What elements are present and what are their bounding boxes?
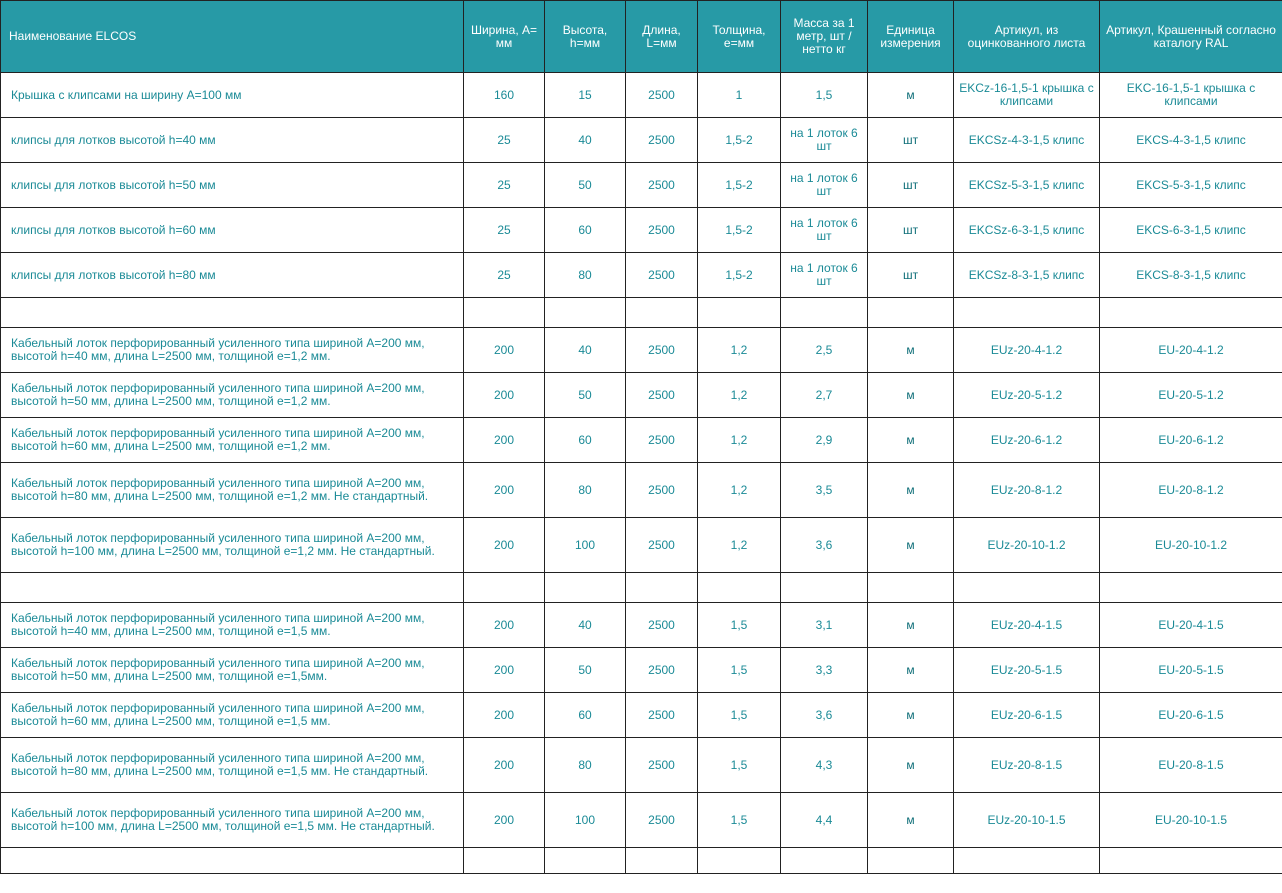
cell-article-painted: EU-20-6-1.2 (1100, 418, 1282, 463)
cell-mass (781, 573, 868, 603)
cell-article-painted: EU-20-8-1.2 (1100, 463, 1282, 518)
cell-height: 40 (545, 118, 626, 163)
cell-mass: 1,5 (781, 73, 868, 118)
cell-mass: 3,3 (781, 648, 868, 693)
table-header-row (1, 1, 1282, 73)
cell-article-galvanized: EKCz-16-1,5-1 крышка с клипсами (954, 73, 1100, 118)
cell-length: 2500 (626, 163, 698, 208)
cell-mass: 3,6 (781, 693, 868, 738)
cell-article-galvanized: EKCSz-6-3-1,5 клипс (954, 208, 1100, 253)
cell-mass: 3,6 (781, 518, 868, 573)
cell-article-galvanized: EUz-20-8-1.5 (954, 738, 1100, 793)
cell-article-painted: EU-20-10-1.2 (1100, 518, 1282, 573)
cell-width: 200 (464, 463, 545, 518)
cell-width: 200 (464, 373, 545, 418)
cell-length: 2500 (626, 418, 698, 463)
cell-name: Кабельный лоток перфорированный усиленного типа шириной А=200 мм, высотой h=80 мм, длина L=2500 мм, толщиной е=1,5 мм. Не стандартный. (1, 738, 464, 793)
header-length: Длина, L=мм (626, 1, 698, 73)
cell-unit: м (868, 693, 954, 738)
cell-article-galvanized: EUz-20-8-1.2 (954, 463, 1100, 518)
cell-article-galvanized: EKCSz-5-3-1,5 клипс (954, 163, 1100, 208)
cell-article-galvanized (954, 848, 1100, 874)
cell-length: 2500 (626, 603, 698, 648)
table-row (1, 793, 1282, 848)
cell-article-painted (1100, 298, 1282, 328)
cell-width: 200 (464, 328, 545, 373)
table-row (1, 118, 1282, 163)
table-row (1, 518, 1282, 573)
cell-thickness: 1,2 (698, 518, 781, 573)
cell-name: Кабельный лоток перфорированный усиленного типа шириной А=200 мм, высотой h=60 мм, длина L=2500 мм, толщиной е=1,2 мм. (1, 418, 464, 463)
cell-mass: 4,3 (781, 738, 868, 793)
table-row (1, 738, 1282, 793)
cell-length (626, 298, 698, 328)
table-row (1, 463, 1282, 518)
cell-height: 40 (545, 328, 626, 373)
cell-article-painted: EKC-16-1,5-1 крышка с клипсами (1100, 73, 1282, 118)
cell-thickness: 1,5 (698, 693, 781, 738)
cell-length: 2500 (626, 648, 698, 693)
cell-thickness: 1,5-2 (698, 253, 781, 298)
cell-height (545, 848, 626, 874)
cell-width: 200 (464, 738, 545, 793)
cell-article-galvanized: EUz-20-10-1.5 (954, 793, 1100, 848)
cell-unit: м (868, 793, 954, 848)
cell-name: клипсы для лотков высотой h=80 мм (1, 253, 464, 298)
cell-name (1, 848, 464, 874)
cell-width: 200 (464, 603, 545, 648)
header-mass: Масса за 1 метр, шт / нетто кг (781, 1, 868, 73)
cell-article-galvanized: EUz-20-6-1.5 (954, 693, 1100, 738)
cell-article-painted (1100, 573, 1282, 603)
cell-thickness: 1,5-2 (698, 163, 781, 208)
cell-width: 25 (464, 208, 545, 253)
cell-unit: м (868, 463, 954, 518)
cell-width: 200 (464, 418, 545, 463)
cell-unit: шт (868, 253, 954, 298)
cell-unit (868, 298, 954, 328)
cell-unit: м (868, 738, 954, 793)
table-row (1, 253, 1282, 298)
cell-mass: на 1 лоток 6 шт (781, 118, 868, 163)
cell-name: Кабельный лоток перфорированный усиленного типа шириной А=200 мм, высотой h=100 мм, длина L=2500 мм, толщиной е=1,5 мм. Не стандартный. (1, 793, 464, 848)
cell-thickness: 1,5 (698, 648, 781, 693)
cell-height: 50 (545, 648, 626, 693)
header-article-galvanized: Артикул, из оцинкованного листа (954, 1, 1100, 73)
cell-mass (781, 298, 868, 328)
cell-length: 2500 (626, 463, 698, 518)
cell-thickness: 1,5-2 (698, 208, 781, 253)
cell-mass (781, 848, 868, 874)
cell-width: 200 (464, 693, 545, 738)
cell-height: 80 (545, 463, 626, 518)
header-height: Высота, h=мм (545, 1, 626, 73)
cell-length: 2500 (626, 518, 698, 573)
cell-name (1, 573, 464, 603)
cell-unit: м (868, 418, 954, 463)
cell-height: 100 (545, 518, 626, 573)
cell-article-galvanized: EUz-20-4-1.5 (954, 603, 1100, 648)
table-row (1, 373, 1282, 418)
cell-thickness: 1,2 (698, 418, 781, 463)
table-row (1, 298, 1282, 328)
cell-height: 80 (545, 738, 626, 793)
cell-name: Кабельный лоток перфорированный усиленного типа шириной А=200 мм, высотой h=50 мм, длина L=2500 мм, толщиной е=1,5мм. (1, 648, 464, 693)
table-row (1, 328, 1282, 373)
cell-width: 25 (464, 118, 545, 163)
cell-article-painted: EKCS-5-3-1,5 клипс (1100, 163, 1282, 208)
cell-thickness (698, 298, 781, 328)
cell-unit: шт (868, 208, 954, 253)
cell-article-galvanized: EUz-20-10-1.2 (954, 518, 1100, 573)
cell-thickness: 1,5-2 (698, 118, 781, 163)
table-row (1, 418, 1282, 463)
cell-article-painted: EU-20-5-1.5 (1100, 648, 1282, 693)
cell-article-painted: EU-20-8-1.5 (1100, 738, 1282, 793)
cell-thickness: 1,2 (698, 373, 781, 418)
cell-mass: на 1 лоток 6 шт (781, 253, 868, 298)
cell-unit: м (868, 648, 954, 693)
cell-length (626, 848, 698, 874)
cell-height (545, 573, 626, 603)
cell-height: 60 (545, 208, 626, 253)
cell-width: 200 (464, 518, 545, 573)
cell-thickness: 1,2 (698, 328, 781, 373)
cell-unit (868, 848, 954, 874)
cell-width: 200 (464, 648, 545, 693)
cell-name: Кабельный лоток перфорированный усиленного типа шириной А=200 мм, высотой h=60 мм, длина L=2500 мм, толщиной е=1,5 мм. (1, 693, 464, 738)
cell-article-painted: EU-20-10-1.5 (1100, 793, 1282, 848)
cell-length: 2500 (626, 208, 698, 253)
cell-article-galvanized: EKCSz-4-3-1,5 клипс (954, 118, 1100, 163)
cell-width: 25 (464, 163, 545, 208)
cell-article-galvanized: EKCSz-8-3-1,5 клипс (954, 253, 1100, 298)
cell-width: 160 (464, 73, 545, 118)
cell-name: Крышка с клипсами на ширину А=100 мм (1, 73, 464, 118)
cell-article-painted: EU-20-6-1.5 (1100, 693, 1282, 738)
cell-article-painted (1100, 848, 1282, 874)
table-row (1, 648, 1282, 693)
cell-article-galvanized: EUz-20-5-1.2 (954, 373, 1100, 418)
cell-length: 2500 (626, 328, 698, 373)
cell-mass: 2,9 (781, 418, 868, 463)
cell-thickness: 1,2 (698, 463, 781, 518)
cell-height: 15 (545, 73, 626, 118)
table-row (1, 73, 1282, 118)
cell-length: 2500 (626, 693, 698, 738)
cell-article-galvanized: EUz-20-4-1.2 (954, 328, 1100, 373)
cell-width (464, 298, 545, 328)
cell-article-painted: EU-20-4-1.2 (1100, 328, 1282, 373)
cell-height: 60 (545, 693, 626, 738)
cell-length: 2500 (626, 73, 698, 118)
header-article-painted: Артикул, Крашенный согласно каталогу RAL (1100, 1, 1282, 73)
cell-width (464, 848, 545, 874)
header-width: Ширина, A= мм (464, 1, 545, 73)
header-unit: Единица измерения (868, 1, 954, 73)
cell-height: 60 (545, 418, 626, 463)
cell-unit: м (868, 73, 954, 118)
cell-mass: 3,5 (781, 463, 868, 518)
cell-mass: 2,5 (781, 328, 868, 373)
cell-mass: 3,1 (781, 603, 868, 648)
cell-thickness: 1 (698, 73, 781, 118)
cell-name: Кабельный лоток перфорированный усиленного типа шириной А=200 мм, высотой h=40 мм, длина L=2500 мм, толщиной е=1,5 мм. (1, 603, 464, 648)
cell-article-painted: EU-20-4-1.5 (1100, 603, 1282, 648)
cell-unit (868, 573, 954, 603)
cell-unit: м (868, 518, 954, 573)
cell-name: клипсы для лотков высотой h=50 мм (1, 163, 464, 208)
cell-mass: на 1 лоток 6 шт (781, 208, 868, 253)
table-row (1, 603, 1282, 648)
cell-article-galvanized (954, 298, 1100, 328)
cell-article-galvanized (954, 573, 1100, 603)
cell-name: клипсы для лотков высотой h=40 мм (1, 118, 464, 163)
cell-unit: шт (868, 118, 954, 163)
cell-height: 50 (545, 163, 626, 208)
cell-mass: 4,4 (781, 793, 868, 848)
cell-article-painted: EKCS-4-3-1,5 клипс (1100, 118, 1282, 163)
cell-name: Кабельный лоток перфорированный усиленного типа шириной А=200 мм, высотой h=80 мм, длина L=2500 мм, толщиной е=1,2 мм. Не стандартный. (1, 463, 464, 518)
cell-name: Кабельный лоток перфорированный усиленного типа шириной А=200 мм, высотой h=50 мм, длина L=2500 мм, толщиной е=1,2 мм. (1, 373, 464, 418)
cell-name: Кабельный лоток перфорированный усиленного типа шириной А=200 мм, высотой h=100 мм, длина L=2500 мм, толщиной е=1,2 мм. Не стандартный. (1, 518, 464, 573)
cell-thickness: 1,5 (698, 603, 781, 648)
cell-height: 50 (545, 373, 626, 418)
table-row (1, 848, 1282, 874)
table-row (1, 163, 1282, 208)
cell-thickness: 1,5 (698, 793, 781, 848)
cell-length: 2500 (626, 738, 698, 793)
cell-unit: м (868, 328, 954, 373)
cell-name: клипсы для лотков высотой h=60 мм (1, 208, 464, 253)
table-row (1, 208, 1282, 253)
cell-unit: м (868, 603, 954, 648)
cell-thickness (698, 573, 781, 603)
cell-length: 2500 (626, 373, 698, 418)
cell-article-galvanized: EUz-20-6-1.2 (954, 418, 1100, 463)
cell-height (545, 298, 626, 328)
cell-width: 25 (464, 253, 545, 298)
header-name: Наименование ELCOS (1, 1, 464, 73)
cell-height: 40 (545, 603, 626, 648)
cell-length (626, 573, 698, 603)
cell-unit: м (868, 373, 954, 418)
cell-mass: 2,7 (781, 373, 868, 418)
cell-article-painted: EKCS-6-3-1,5 клипс (1100, 208, 1282, 253)
cell-width: 200 (464, 793, 545, 848)
table-row (1, 573, 1282, 603)
cell-article-galvanized: EUz-20-5-1.5 (954, 648, 1100, 693)
cell-mass: на 1 лоток 6 шт (781, 163, 868, 208)
cell-name: Кабельный лоток перфорированный усиленного типа шириной А=200 мм, высотой h=40 мм, длина L=2500 мм, толщиной е=1,2 мм. (1, 328, 464, 373)
cell-thickness (698, 848, 781, 874)
cell-length: 2500 (626, 793, 698, 848)
cell-name (1, 298, 464, 328)
cell-height: 100 (545, 793, 626, 848)
table-row (1, 693, 1282, 738)
header-thickness: Толщина, e=мм (698, 1, 781, 73)
cell-width (464, 573, 545, 603)
cell-height: 80 (545, 253, 626, 298)
cell-article-painted: EKCS-8-3-1,5 клипс (1100, 253, 1282, 298)
cell-length: 2500 (626, 118, 698, 163)
cell-article-painted: EU-20-5-1.2 (1100, 373, 1282, 418)
cell-thickness: 1,5 (698, 738, 781, 793)
cell-length: 2500 (626, 253, 698, 298)
cell-unit: шт (868, 163, 954, 208)
